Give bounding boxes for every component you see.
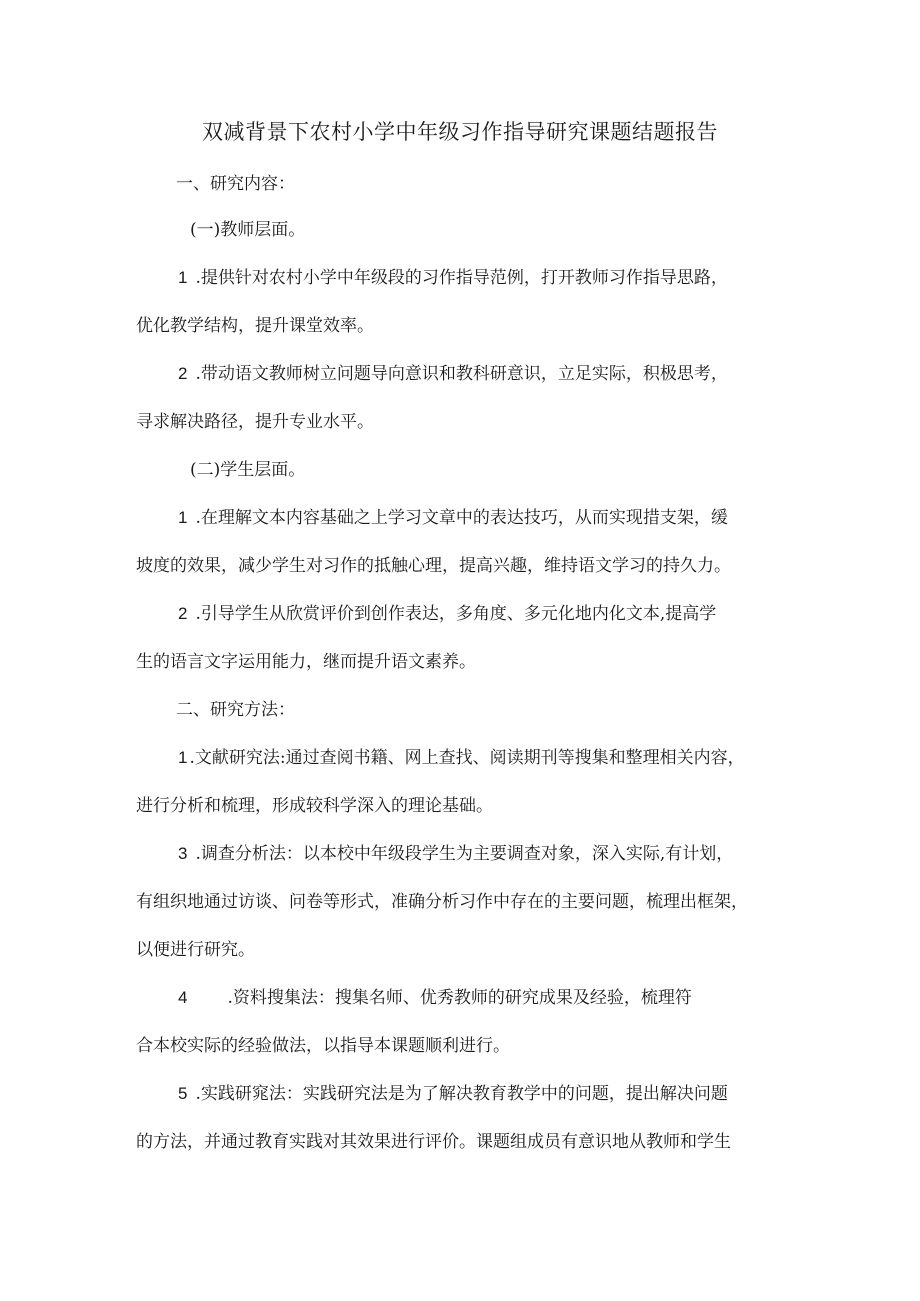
item-text: .在理解文本内容基础之上学习文章中的表达技巧，从而实现措支架，缓 bbox=[195, 508, 728, 528]
item-text: .带动语文教师树立问题导向意识和教科研意识，立足实际，积极思考， bbox=[195, 364, 728, 384]
method-item-3-line-1 bbox=[178, 842, 733, 866]
student-item-2-line-1 bbox=[178, 602, 716, 626]
document-title: 双减背景下农村小学中年级习作指导研究课题结题报告 bbox=[202, 120, 718, 144]
student-item-2-line-2: 生的语言文字运用能力，继而提升语文素养。 bbox=[136, 652, 476, 672]
item-number: 2 bbox=[178, 604, 188, 623]
method-item-3-line-2: 有组织地通过访谈、问卷等形式，准确分析习作中存在的主要问题，梳理出框架， bbox=[136, 892, 748, 912]
item-number: 1 bbox=[178, 268, 188, 287]
item-number: 1 bbox=[178, 748, 188, 767]
student-item-1-line-1 bbox=[178, 506, 728, 530]
method-item-1-line-2: 进行分析和梳理，形成较科学深入的理论基础。 bbox=[136, 796, 493, 816]
subsection-heading-teacher: (一)教师层面。 bbox=[190, 220, 306, 240]
method-item-5-line-1 bbox=[178, 1082, 728, 1106]
section-heading-research-methods: 二、研究方法： bbox=[176, 700, 295, 720]
teacher-item-1-line-2: 优化教学结构，提升课堂效率。 bbox=[136, 316, 374, 336]
item-text: .提供针对农村小学中年级段的习作指导范例，打开教师习作指导思路， bbox=[195, 268, 728, 288]
item-text: .实践研窕法：实践研究法是为了解决教育教学中的问题，提出解决问题 bbox=[195, 1084, 728, 1104]
item-number: 1 bbox=[178, 508, 188, 527]
section-heading-research-content: 一、研究内容： bbox=[176, 174, 295, 194]
item-text: .调查分析法：以本校中年级段学生为主要调查对象，深入实际,有计划， bbox=[195, 844, 734, 864]
item-text: .文献研究法:通过查阅书籍、网上查找、阅读期刊等搜集和整理相关内容， bbox=[189, 748, 745, 768]
item-text: .引导学生从欣赏评价到创作表达，多角度、多元化地内化文本,提高学 bbox=[195, 604, 717, 624]
item-number: 5 bbox=[178, 1084, 188, 1103]
method-item-5-line-2: 的方法，并通过教育实践对其效果进行评价。课题组成员有意识地从教师和学生 bbox=[136, 1132, 731, 1152]
method-item-1-line-1 bbox=[178, 746, 745, 770]
method-item-4-line-2: 合本校实际的经验做法，以指导本课题顺利进行。 bbox=[136, 1036, 510, 1056]
teacher-item-2-line-1 bbox=[178, 362, 728, 386]
student-item-1-line-2: 坡度的效果，减少学生对习作的抵触心理，提高兴趣，维持语文学习的持久力。 bbox=[136, 556, 731, 576]
item-text: .资料搜集法：搜集名师、优秀教师的研究成果及经验，梳理符 bbox=[227, 988, 692, 1008]
teacher-item-1-line-1 bbox=[178, 266, 728, 290]
method-item-4-line-1 bbox=[178, 986, 692, 1010]
teacher-item-2-line-2: 寻求解决路径，提升专业水平。 bbox=[136, 412, 374, 432]
item-number: 2 bbox=[178, 364, 188, 383]
item-number: 3 bbox=[178, 844, 188, 863]
subsection-heading-student: (二)学生层面。 bbox=[190, 460, 306, 480]
method-item-3-line-3: 以便进行研究。 bbox=[136, 940, 255, 960]
item-number: 4 bbox=[178, 988, 188, 1007]
